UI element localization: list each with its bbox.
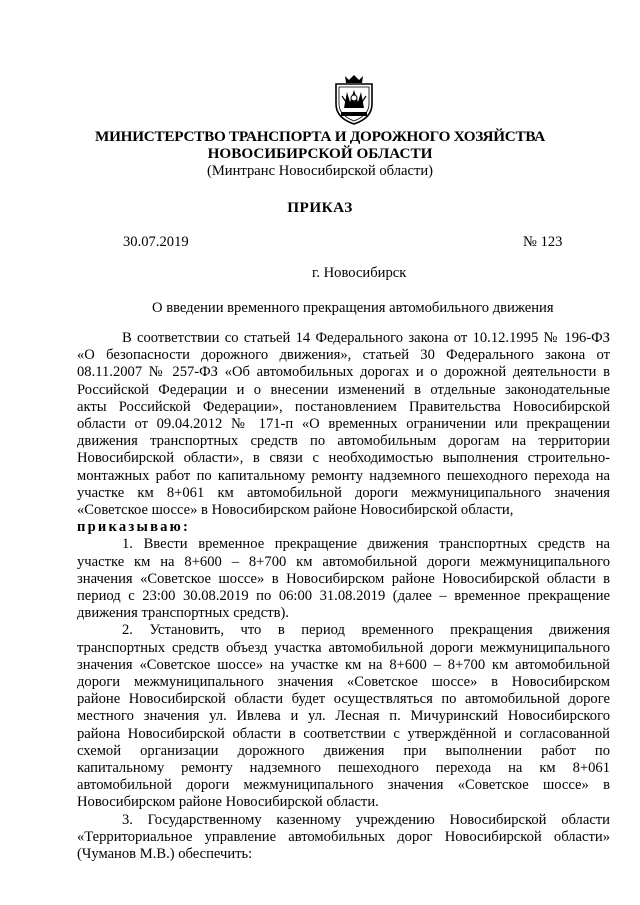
text-line: значения «Советское шоссе» в Новосибирском районе Новосибирской области в	[77, 570, 610, 587]
text-line: транспортных средств объезд участка автомобильной дороги межмуниципального	[77, 639, 610, 656]
text-line: В соответствии со статьей 14 Федерального закона от 10.12.1995 № 196-ФЗ	[122, 330, 610, 346]
document-body	[77, 330, 610, 863]
text-line: «О безопасности дорожного движения», статьей 30 Федерального закона от	[77, 347, 610, 364]
text-line: (Чуманов М.В.) обеспечить:	[77, 846, 253, 863]
text-line: области от 09.04.2012 № 171-п «О временных ограничении или прекращении	[77, 416, 610, 433]
text-line: Российской Федерации и о внесении изменений в отдельные законодательные	[77, 381, 610, 398]
region-name: НОВОСИБИРСКОЙ ОБЛАСТИ	[207, 145, 433, 162]
text-line: Новосибирской области», в связи с необходимостью выполнения строительно-	[77, 450, 610, 467]
text-line: 3. Государственному казенному учреждению Новосибирской области	[122, 811, 610, 828]
item-3	[77, 812, 610, 864]
text-line: участке км 8+061 км автомобильной дороги межмуниципального значения	[77, 484, 610, 501]
text-line: значения «Советское шоссе» на участке км на 8+600 – 8+700 км автомобильной	[77, 656, 610, 673]
document-type: ПРИКАЗ	[287, 199, 353, 216]
document-number: № 123	[523, 234, 563, 250]
text-line: местного значения ул. Ивлева и ул. Лесная п. Мичуринский Новосибирского	[77, 708, 610, 725]
document-subject: О введении временного прекращения автомобильного движения	[152, 300, 554, 316]
text-line: монтажных работ по капитальному ремонту надземного пешеходного перехода на	[77, 467, 610, 484]
text-line: капитальному ремонту надземного пешеходного перехода на км 8+061	[77, 760, 610, 777]
text-line: акты Российской Федерации», постановлением Правительства Новосибирской	[77, 398, 610, 415]
text-line: района Новосибирской области в соответствии с утверждённой и согласованной	[77, 725, 610, 742]
document-city: г. Новосибирск	[312, 265, 407, 281]
text-line: участке км на 8+600 – 8+700 км автомобильной дороги межмуниципального	[77, 553, 610, 570]
ministry-name: МИНИСТЕРСТВО ТРАНСПОРТА И ДОРОЖНОГО ХОЗЯЙСТВА	[95, 128, 545, 145]
text-line: 1. Ввести временное прекращение движения транспортных средств на	[122, 536, 610, 553]
document-date: 30.07.2019	[123, 234, 189, 250]
text-line: дороги межмуниципального значения «Советское шоссе» в Новосибирском	[77, 674, 610, 691]
text-line: период с 23:00 30.08.2019 по 06:00 31.08.2019 (далее – временное прекращение	[77, 588, 610, 605]
text-line: 2. Установить, что в период временного прекращения движения	[122, 622, 610, 639]
text-line: движения транспортных средств).	[77, 605, 289, 622]
text-line: районе Новосибирской области будет осуществляться по автомобильной дороге	[77, 691, 610, 708]
text-line: «Советское шоссе» в Новосибирском районе Новосибирской области,	[77, 502, 514, 519]
item-1	[77, 536, 610, 622]
text-line: движения транспортных средств по автомобильным дорогам на территории	[77, 433, 610, 450]
text-line: Новосибирском районе Новосибирской области.	[77, 794, 379, 811]
text-line: «Территориальное управление автомобильных дорог Новосибирской области»	[77, 828, 610, 845]
text-line: автомобильной дороги межмуниципального значения «Советское шоссе» в	[77, 777, 610, 794]
text-line: 08.11.2007 № 257-ФЗ «Об автомобильных дорогах и о дорожной деятельности в	[77, 364, 610, 381]
text-line: схемой организации дорожного движения при выполнении работ по	[77, 742, 610, 759]
ministry-short-name: (Минтранс Новосибирской области)	[206, 163, 434, 179]
coat-of-arms-icon	[331, 72, 377, 126]
order-word: приказываю:	[77, 519, 191, 536]
intro-paragraph	[77, 330, 610, 519]
item-2	[77, 622, 610, 811]
